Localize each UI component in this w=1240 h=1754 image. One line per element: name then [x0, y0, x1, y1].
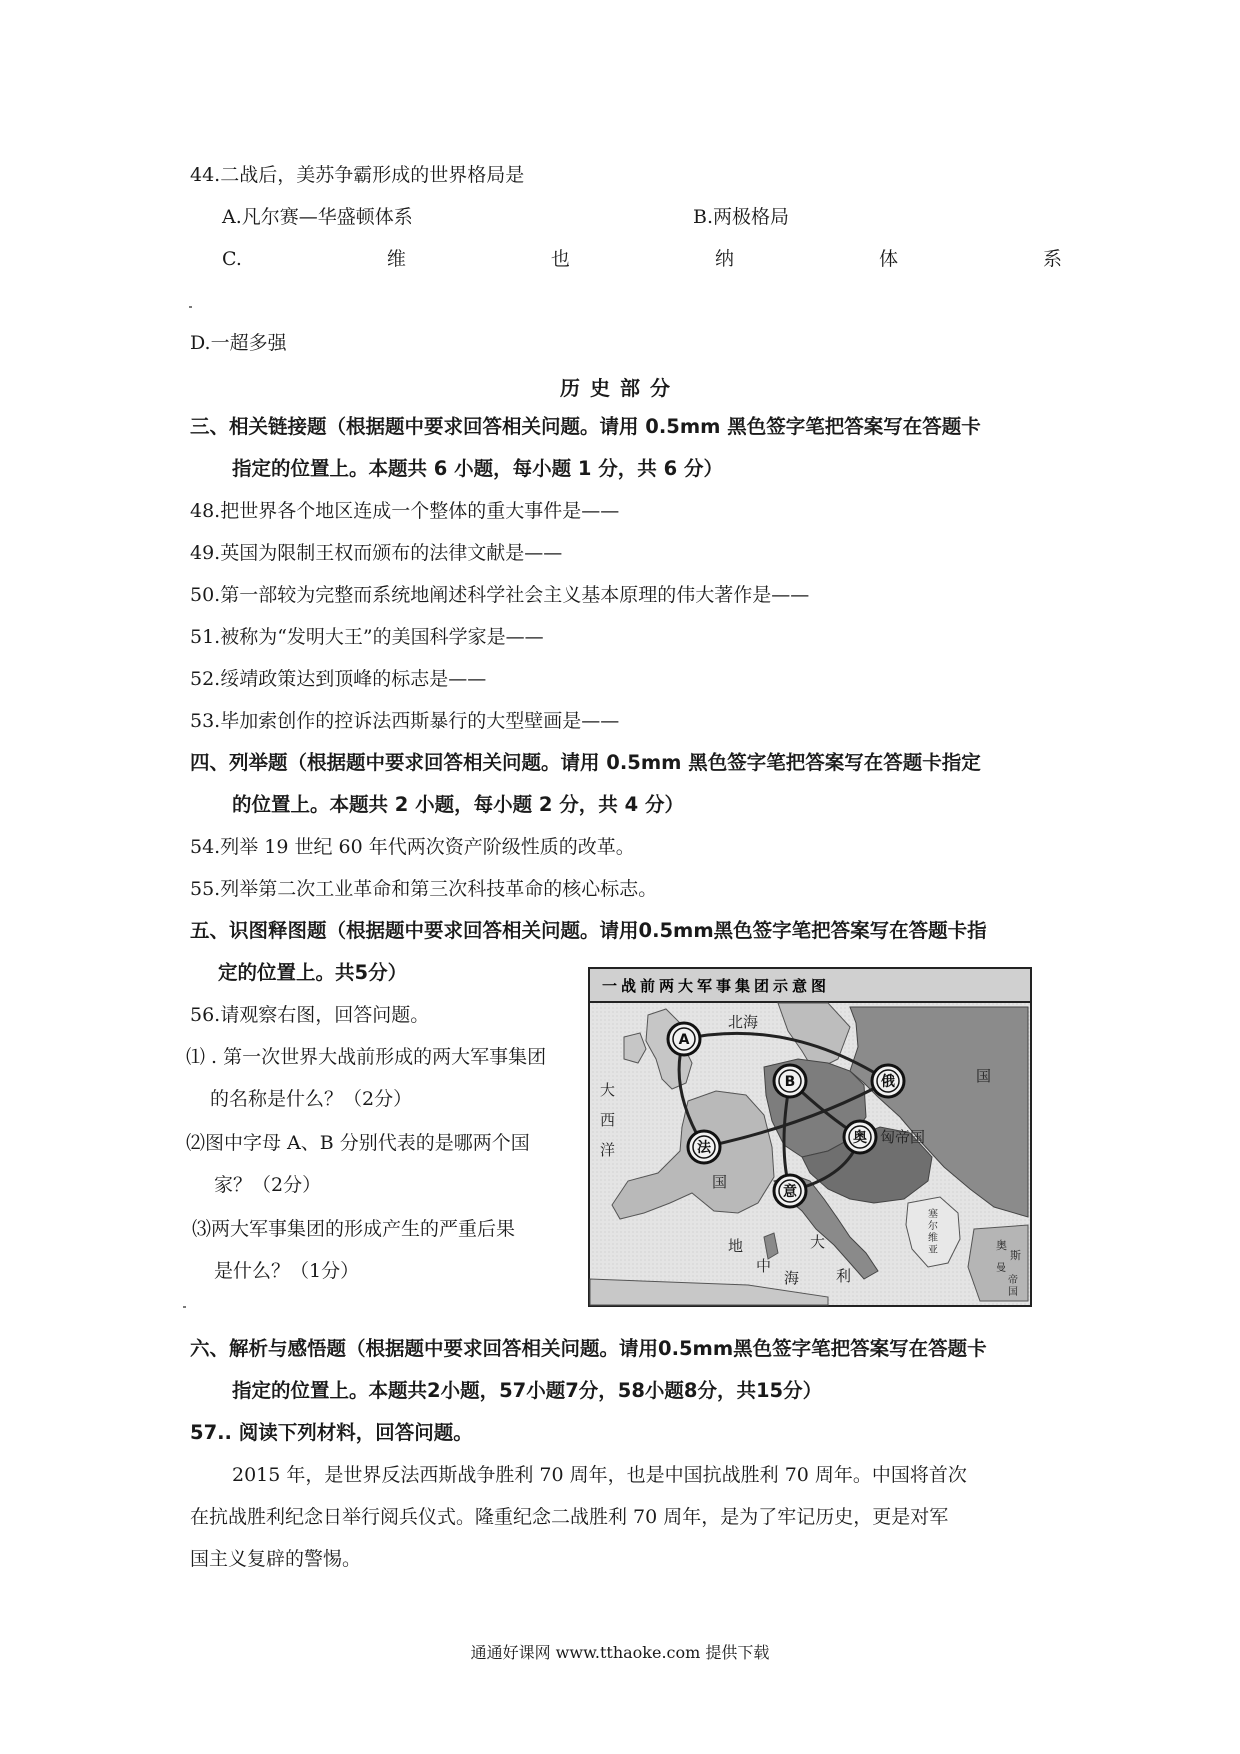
svg-text:尔: 尔: [928, 1221, 938, 1232]
question-57: 57.. 阅读下列材料，回答问题。: [190, 1421, 473, 1444]
option-a: A.凡尔赛—华盛顿体系: [222, 206, 413, 228]
option-c-part: 也: [550, 248, 570, 270]
ww1-alliances-map: [588, 967, 1032, 1307]
option-c-part: 维: [386, 248, 406, 270]
question-56-sub1: ⑴ . 第一次世界大战前形成的两大军事集团: [186, 1046, 547, 1068]
svg-text:国: 国: [1008, 1287, 1018, 1298]
section-title: 历史部分: [560, 376, 680, 400]
label-med-3: 海: [784, 1269, 800, 1287]
label-atlantic-1: 大: [600, 1081, 616, 1099]
svg-text:帝: 帝: [1008, 1275, 1018, 1286]
material-paragraph-3: 国主义复辟的警惕。: [190, 1548, 362, 1570]
section-6-heading: 六、解析与感悟题（根据题中要求回答相关问题。请用0.5mm黑色签字笔把答案写在答题卡: [190, 1337, 987, 1360]
question-56: 56.请观察右图，回答问题。: [190, 1004, 430, 1026]
option-d: D.一超多强: [190, 332, 287, 354]
node-a: [668, 1023, 700, 1055]
node-france: [688, 1131, 720, 1163]
svg-text:斯: 斯: [1010, 1249, 1021, 1262]
question-55: 55.列举第二次工业革命和第三次科技革命的核心标志。: [190, 878, 658, 900]
label-med-1: 地: [728, 1237, 744, 1255]
label-atlantic-3: 洋: [600, 1141, 616, 1159]
label-russia-suffix: 国: [976, 1067, 992, 1085]
question-48: 48.把世界各个地区连成一个整体的重大事件是——: [190, 500, 620, 522]
map-title: 一战前两大军事集团示意图: [602, 977, 831, 995]
node-russia: [872, 1065, 904, 1097]
svg-text:A: A: [678, 1032, 690, 1048]
label-serbia: [928, 1207, 938, 1256]
question-56-sub2-cont: 家？（2分）: [214, 1174, 322, 1196]
svg-text:奥: 奥: [996, 1239, 1007, 1252]
question-54: 54.列举 19 世纪 60 年代两次资产阶级性质的改革。: [190, 836, 635, 858]
svg-text:奥: 奥: [853, 1130, 867, 1146]
option-c-part: 体: [878, 248, 898, 270]
question-49: 49.英国为限制王权而颁布的法律文献是——: [190, 542, 563, 564]
label-italy-1: 大: [810, 1233, 826, 1251]
question-53: 53.毕加索创作的控诉法西斯暴行的大型壁画是——: [190, 710, 620, 732]
section-5-heading: 五、识图释图题（根据题中要求回答相关问题。请用0.5mm黑色签字笔把答案写在答题卡指: [190, 919, 987, 942]
option-c: [222, 246, 1062, 272]
question-56-sub1-cont: 的名称是什么？（2分）: [210, 1088, 413, 1110]
option-c-part: 纳: [714, 248, 734, 270]
node-b: [774, 1065, 806, 1097]
svg-text:B: B: [784, 1074, 796, 1090]
question-50: 50.第一部较为完整而系统地阐述科学社会主义基本原理的伟大著作是——: [190, 584, 810, 606]
svg-text:意: 意: [783, 1184, 797, 1200]
label-italy-2: 利: [836, 1267, 852, 1285]
footer-source: 通通好课网 www.tthaoke.com 提供下载: [470, 1643, 770, 1662]
node-austria: [844, 1121, 876, 1153]
question-56-sub2: ⑵图中字母 A、B 分别代表的是哪两个国: [186, 1132, 530, 1154]
section-3-heading-cont: 指定的位置上。本题共 6 小题，每小题 1 分，共 6 分）: [232, 457, 723, 480]
svg-text:法: 法: [697, 1140, 711, 1156]
svg-text:塞: 塞: [928, 1209, 938, 1220]
scan-speck: [183, 1306, 186, 1308]
material-paragraph-1: 2015 年，是世界反法西斯战争胜利 70 周年，也是中国抗战胜利 70 周年。中国将首次: [232, 1464, 967, 1486]
svg-text:曼: 曼: [996, 1263, 1006, 1274]
section-3-heading: 三、相关链接题（根据题中要求回答相关问题。请用 0.5mm 黑色签字笔把答案写在答题卡: [190, 415, 981, 438]
section-6-heading-cont: 指定的位置上。本题共2小题，57小题7分，58小题8分，共15分）: [232, 1379, 823, 1402]
question-56-sub3-cont: 是什么？（1分）: [214, 1260, 360, 1282]
option-b: B.两极格局: [693, 206, 790, 228]
option-c-part: C.: [222, 248, 242, 270]
material-paragraph-2: 在抗战胜利纪念日举行阅兵仪式。隆重纪念二战胜利 70 周年，是为了牢记历史，更是对军: [190, 1506, 949, 1528]
svg-text:亚: 亚: [928, 1245, 938, 1256]
question-52: 52.绥靖政策达到顶峰的标志是——: [190, 668, 487, 690]
question-56-sub3: ⑶两大军事集团的形成产生的严重后果: [192, 1218, 516, 1240]
section-4-heading: 四、列举题（根据题中要求回答相关问题。请用 0.5mm 黑色签字笔把答案写在答题卡指定: [190, 751, 981, 774]
svg-text:俄: 俄: [881, 1074, 895, 1090]
label-atlantic-2: 西: [600, 1111, 616, 1129]
label-med-2: 中: [756, 1257, 772, 1275]
node-italy: [774, 1175, 806, 1207]
section-5-heading-cont: 定的位置上。共5分）: [218, 961, 408, 984]
question-44-stem: 44.二战后，美苏争霸形成的世界格局是: [190, 164, 525, 186]
label-austro-hungary: 匈帝国: [880, 1128, 926, 1146]
question-51: 51.被称为“发明大王”的美国科学家是——: [190, 626, 544, 648]
svg-text:维: 维: [928, 1233, 938, 1244]
scan-speck: [189, 306, 192, 308]
section-4-heading-cont: 的位置上。本题共 2 小题，每小题 2 分，共 4 分）: [232, 793, 684, 816]
label-france-suffix: 国: [712, 1173, 728, 1191]
option-c-part: 系: [1042, 248, 1062, 270]
label-north-sea: 北海: [728, 1013, 759, 1031]
